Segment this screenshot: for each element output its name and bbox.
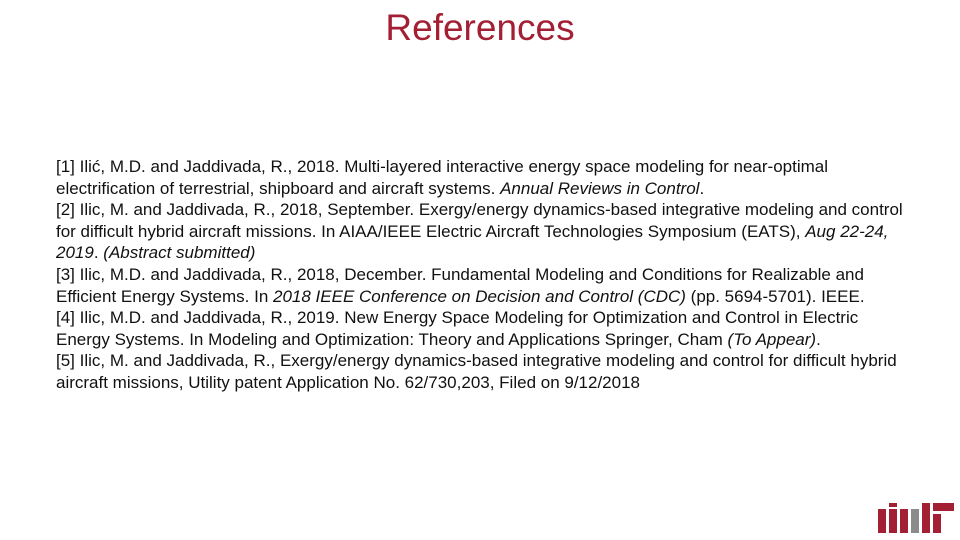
- mit-logo-icon: [878, 503, 954, 533]
- reference-text: .: [816, 329, 821, 349]
- reference-text: Ilic, M.D. and Jaddivada, R., 2019. New Energy Space Modeling for Optimization and Control in Electric Energy Systems. In Modeling and Optimization: Theory and Applications Springer, Cham: [56, 308, 859, 349]
- reference-text: Ilic, M.D. and Jaddivada, R., 2018, December. Fundamental Modeling and Conditions for Realizable and Efficient Energy Systems. In: [56, 264, 864, 306]
- reference-text: Ilić, M.D. and Jaddivada, R., 2018. Multi-layered interactive energy space modeling for near-optimal electrification of terrestrial, shipboard and aircraft systems.: [56, 157, 828, 198]
- reference-item: [56, 350, 916, 393]
- reference-label: [3]: [56, 264, 75, 284]
- conference-title: 2018 IEEE Conference on Decision and Control (CDC): [273, 286, 686, 306]
- reference-list: [56, 156, 916, 394]
- reference-text: Ilic, M. and Jaddivada, R., Exergy/energy dynamics-based integrative modeling and control for difficult hybrid aircraft missions, Utility patent Application No. 62/730,203, Filed on 9/12/2018: [56, 351, 897, 392]
- reference-item: [56, 307, 916, 350]
- reference-item: [56, 199, 916, 264]
- reference-text: .: [699, 178, 705, 198]
- reference-note: (Abstract submitted): [103, 243, 256, 263]
- reference-label: [4]: [56, 308, 75, 328]
- reference-note: (To Appear): [727, 329, 817, 349]
- reference-label: [1]: [56, 157, 75, 176]
- reference-text: Ilic, M. and Jaddivada, R., 2018, September. Exergy/energy dynamics-based integrative modeling and control for difficult hybrid aircraft missions. In AIAA/IEEE Electric Aircraft Technologies Symposium (EATS),: [56, 200, 903, 241]
- reference-label: [5]: [56, 351, 75, 371]
- journal-title: Annual Reviews in Control: [500, 178, 700, 198]
- slide-title: References: [385, 7, 575, 48]
- reference-item: [56, 264, 916, 307]
- reference-label: [2]: [56, 200, 75, 220]
- conference-date: Aug 22-24, 2019: [56, 221, 889, 263]
- reference-text: .: [93, 243, 104, 263]
- reference-text: (pp. 5694-5701). IEEE.: [685, 286, 865, 306]
- reference-item: [56, 156, 916, 199]
